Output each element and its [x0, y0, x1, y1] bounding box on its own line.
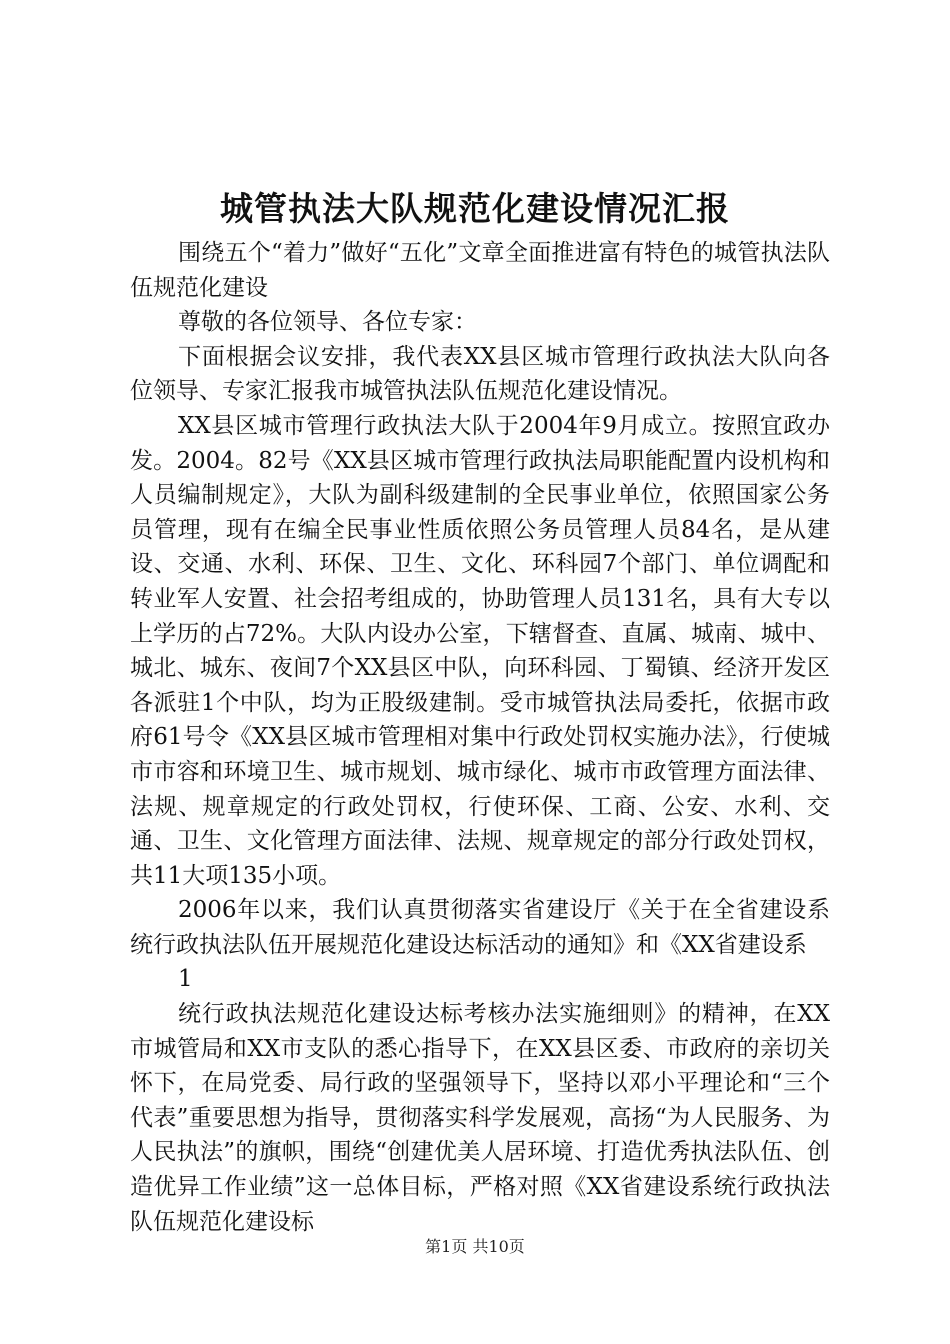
subtitle-paragraph: 围绕五个“着力”做好“五化”文章全面推进富有特色的城管执法队伍规范化建设 [130, 240, 830, 301]
inline-page-number: 1 [178, 966, 193, 993]
document-body [130, 236, 830, 1239]
continuation-paragraph: 统行政执法规范化建设达标考核办法实施细则》的精神，在XX市城管局和XX市支队的悉心指导下，在XX县区委、市政府的亲切关怀下，在局党委、局行政的坚强领导下，坚持以邓小平理论和“三个代表”重要思想为指导，贯彻落实科学发展观，高扬“为人民服务、为人民执法”的旗帜，围绕“创建优美人居环境、打造优秀执法队伍、创造优异工作业绩”这一总体目标，严格对照《XX省建设系统行政执法队伍规范化建设标 [130, 1001, 830, 1235]
intro-paragraph: 下面根据会议安排，我代表XX县区城市管理行政执法大队向各位领导、专家汇报我市城管执法队伍规范化建设情况。 [130, 343, 830, 405]
background-paragraph: XX县区城市管理行政执法大队于2004年9月成立。按照宜政办发。2004。82号《XX县区城市管理行政执法局职能配置内设机构和人员编制规定》，大队为副科级建制的全民事业单位，依照国家公务员管理，现有在编全民事业性质依照公务员管理人员84名，是从建设、交通、水利、环保、卫生、文化、环科园7个部门、单位调配和转业军人安置、社会招考组成的，协助管理人员131名，具有大专以上学历的占72%。大队内设办公室，下辖督查、直属、城南、城中、城北、城东、夜间7个XX县区中队，向环科园、丁蜀镇、经济开发区各派驻1个中队，均为正股级建制。受市城管执法局委托，依据市政府61号令《XX县区城市管理相对集中行政处罚权实施办法》，行使城市市容和环境卫生、城市规划、城市绿化、城市市政管理方面法律、法规、规章规定的行政处罚权，行使环保、工商、公安、水利、交通、卫生、文化管理方面法律、法规、规章规定的部分行政处罚权，共11大项135小项。 [130, 412, 830, 889]
document-title: 城管执法大队规范化建设情况汇报 [220, 189, 730, 228]
salutation-paragraph: 尊敬的各位领导、各位专家： [178, 309, 477, 336]
since-2006-paragraph: 2006年以来，我们认真贯彻落实省建设厅《关于在全省建设系统行政执法队伍开展规范化建设达标活动的通知》和《XX省建设系 [130, 897, 830, 958]
page-footer: 第1页 共10页 [425, 1237, 525, 1256]
